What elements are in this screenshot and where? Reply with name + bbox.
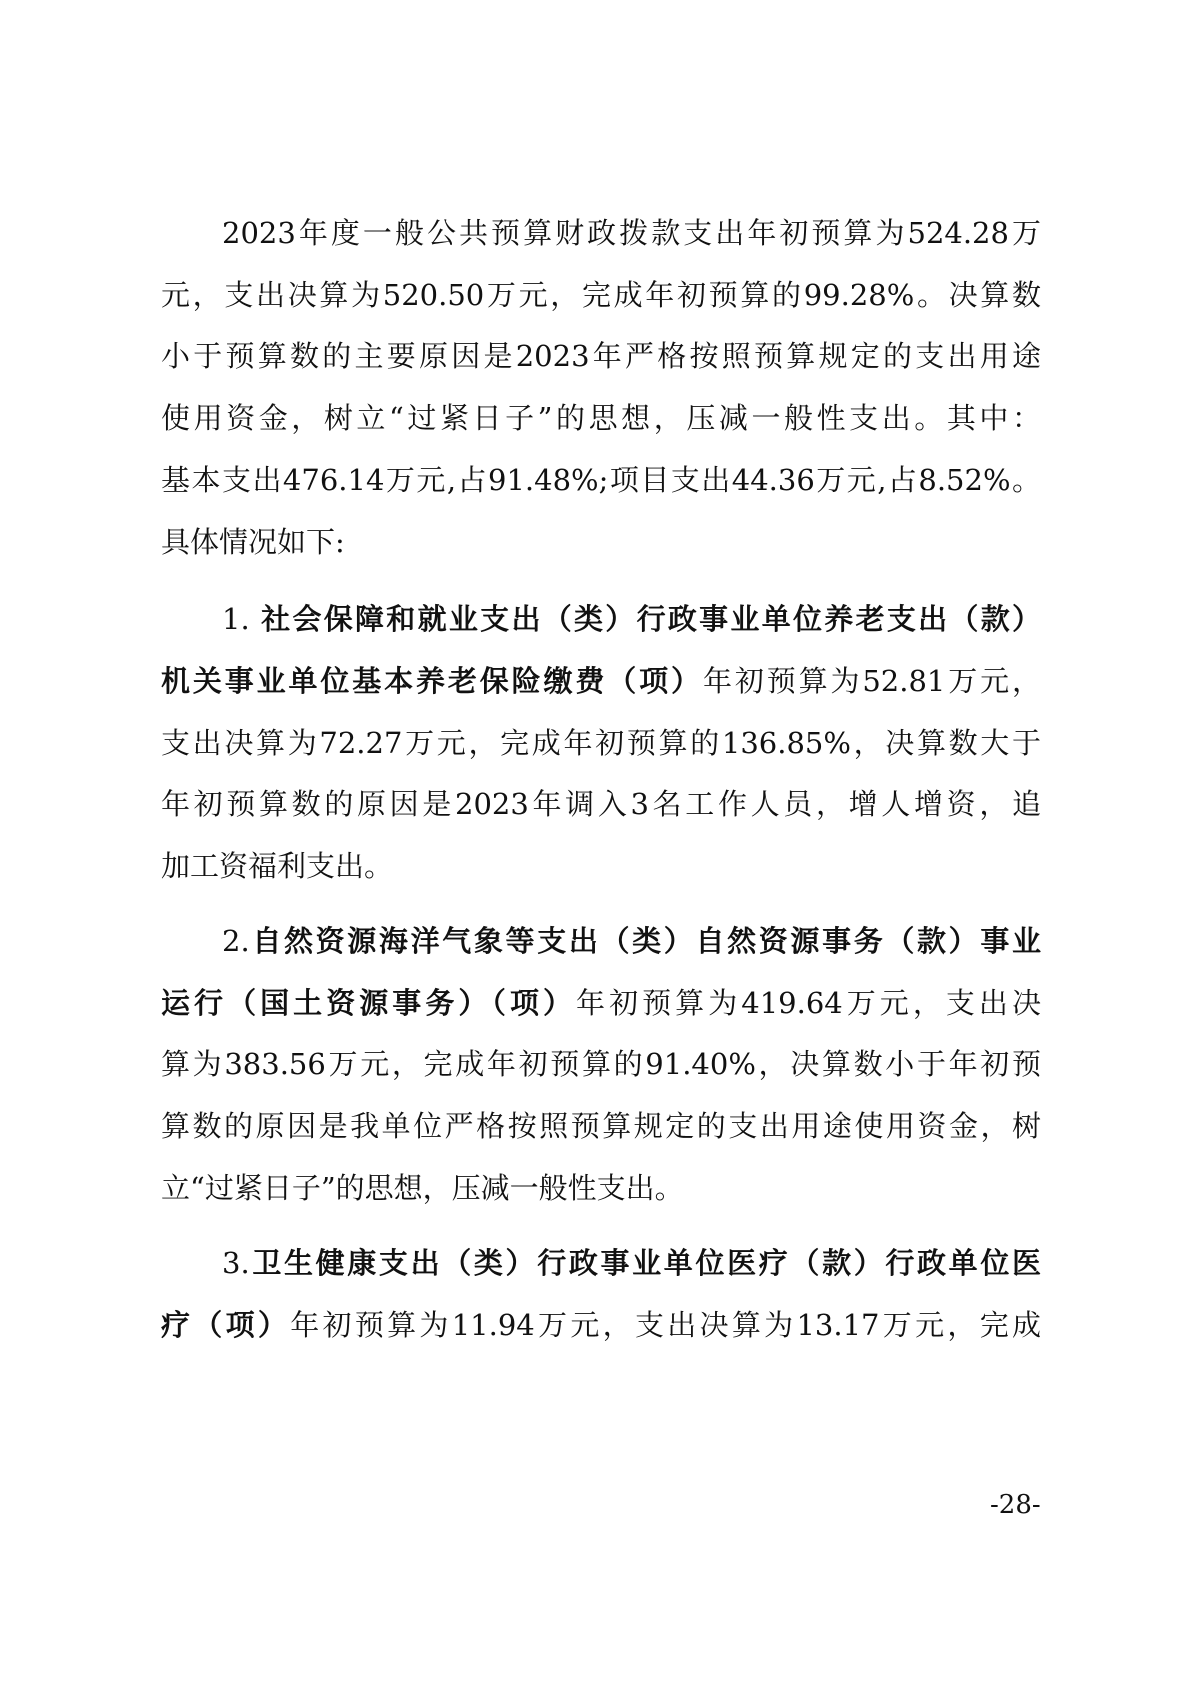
item1-line-3: 支出决算为72.27万元，完成年初预算的136.85%，决算数大于	[161, 726, 1041, 760]
item3-line-1	[222, 1238, 1041, 1288]
intro-line-2: 元，支出决算为520.50万元，完成年初预算的99.28%。决算数	[161, 278, 1041, 312]
intro-line-6: 具体情况如下:	[161, 525, 345, 559]
item1-title-part2: 机关事业单位基本养老保险缴费（项）	[161, 664, 703, 698]
item3-title-part1: 卫生健康支出（类）行政事业单位医疗（款）行政单位医	[249, 1246, 1041, 1280]
item3-line-2	[161, 1300, 1041, 1350]
item3-line-2-text: 年初预算为11.94万元，支出决算为13.17万元，完成	[290, 1308, 1041, 1342]
item2-line-2-text: 年初预算为419.64万元，支出决	[576, 986, 1041, 1020]
item3-number: 3.	[222, 1246, 250, 1280]
intro-line-4: 使用资金，树立“过紧日子”的思想，压减一般性支出。其中：	[161, 401, 1041, 435]
item1-line-1	[222, 594, 1041, 644]
item2-line-5: 立“过紧日子”的思想，压减一般性支出。	[161, 1171, 684, 1205]
item2-line-3: 算为383.56万元，完成年初预算的91.40%，决算数小于年初预	[161, 1047, 1041, 1081]
item1-line-4: 年初预算数的原因是2023年调入3名工作人员，增人增资，追	[161, 787, 1041, 821]
item1-number: 1.	[222, 602, 262, 636]
item2-number: 2.	[222, 924, 250, 958]
intro-line-3: 小于预算数的主要原因是2023年严格按照预算规定的支出用途	[161, 339, 1041, 373]
item2-line-4: 算数的原因是我单位严格按照预算规定的支出用途使用资金，树	[161, 1109, 1041, 1143]
item1-line-2-text: 年初预算为52.81万元，	[702, 664, 1041, 698]
item2-title-part1: 自然资源海洋气象等支出（类）自然资源事务（款）事业	[249, 924, 1041, 958]
page-number: -28-	[990, 1490, 1041, 1520]
item1-line-2	[161, 656, 1041, 706]
item2-title-part2: 运行（国土资源事务）（项）	[161, 986, 577, 1020]
item1-title-part1: 社会保障和就业支出（类）行政事业单位养老支出（款）	[261, 602, 1041, 636]
item2-line-2	[161, 978, 1041, 1028]
intro-line-1: 2023年度一般公共预算财政拨款支出年初预算为524.28万	[222, 216, 1041, 250]
item3-title-part2: 疗（项）	[161, 1308, 291, 1342]
intro-line-5: 基本支出476.14万元,占91.48%;项目支出44.36万元,占8.52%。	[161, 463, 1041, 497]
item2-line-1	[222, 916, 1041, 966]
item1-line-5: 加工资福利支出。	[161, 849, 394, 883]
